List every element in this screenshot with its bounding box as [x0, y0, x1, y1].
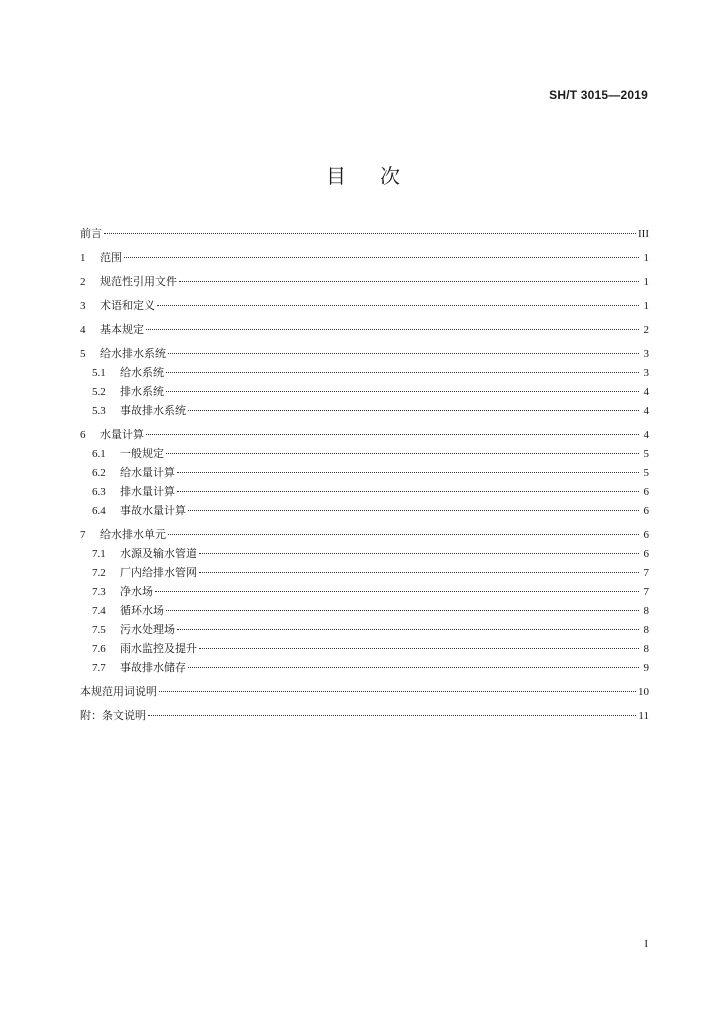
toc-entry-page: 3 — [643, 367, 649, 379]
toc-entry[interactable] — [80, 684, 649, 700]
toc-entry-number: 7.7 — [92, 662, 106, 674]
toc-entry-label: 厂内给排水管网 — [120, 566, 197, 579]
dot-leader — [177, 491, 639, 492]
toc-entry[interactable] — [80, 465, 649, 481]
dot-leader — [199, 648, 639, 649]
toc-entry[interactable] — [80, 603, 649, 619]
toc-entry-label: 术语和定义 — [100, 299, 155, 312]
toc-entry-label: 净水场 — [120, 585, 153, 598]
toc-entry-label: 本规范用词说明 — [80, 685, 157, 698]
dot-leader — [179, 281, 639, 282]
toc-entry-number: 6 — [80, 429, 86, 441]
toc-entry-label: 给水量计算 — [120, 466, 175, 479]
toc-entry-label: 排水量计算 — [120, 485, 175, 498]
toc-entry-number: 6.1 — [92, 448, 106, 460]
toc-entry-page: 1 — [643, 300, 649, 312]
toc-entry-label: 排水系统 — [120, 385, 164, 398]
dot-leader — [104, 233, 636, 234]
dot-leader — [146, 329, 639, 330]
toc-entry[interactable] — [80, 427, 649, 443]
toc-entry-page: 11 — [638, 710, 649, 722]
toc-entry-label: 给水排水系统 — [100, 347, 166, 360]
toc-entry[interactable] — [80, 503, 649, 519]
toc-entry-number: 5 — [80, 348, 86, 360]
toc-entry[interactable] — [80, 403, 649, 419]
toc-entry-page: 8 — [643, 624, 649, 636]
dot-leader — [159, 691, 636, 692]
dot-leader — [157, 305, 639, 306]
dot-leader — [188, 667, 639, 668]
standard-code: SH/T 3015—2019 — [549, 88, 648, 102]
toc-entry-number: 3 — [80, 300, 86, 312]
toc-entry-page: 5 — [643, 467, 649, 479]
toc-entry-page: 6 — [643, 529, 649, 541]
toc-entry-label: 事故排水系统 — [120, 404, 186, 417]
toc-entry-number: 2 — [80, 276, 86, 288]
toc-entry-page: 8 — [643, 643, 649, 655]
toc-entry-number: 5.3 — [92, 405, 106, 417]
toc-entry[interactable] — [80, 274, 649, 290]
toc-entry-page: 6 — [643, 548, 649, 560]
toc-entry-label: 雨水监控及提升 — [120, 642, 197, 655]
toc-entry-label: 给水系统 — [120, 366, 164, 379]
toc-entry[interactable] — [80, 527, 649, 543]
toc-entry[interactable] — [80, 622, 649, 638]
toc-entry[interactable] — [80, 346, 649, 362]
toc-entry-number: 6.3 — [92, 486, 106, 498]
toc-entry-number: 5.2 — [92, 386, 106, 398]
toc-entry-number: 6.4 — [92, 505, 106, 517]
toc-entry[interactable] — [80, 226, 649, 242]
toc-entry[interactable] — [80, 641, 649, 657]
dot-leader — [148, 715, 636, 716]
dot-leader — [155, 591, 639, 592]
dot-leader — [166, 610, 639, 611]
toc-entry-page: 8 — [643, 605, 649, 617]
toc-entry-label: 水源及输水管道 — [120, 547, 197, 560]
toc-entry-label: 事故排水储存 — [120, 661, 186, 674]
toc-entry-label: 污水处理场 — [120, 623, 175, 636]
toc-entry-number: 5.1 — [92, 367, 106, 379]
toc-entry-number: 1 — [80, 252, 86, 264]
toc-entry-page: 2 — [643, 324, 649, 336]
dot-leader — [177, 629, 639, 630]
toc-entry-number: 7.1 — [92, 548, 106, 560]
toc-entry-label: 一般规定 — [120, 447, 164, 460]
toc-entry-label: 水量计算 — [100, 428, 144, 441]
toc-entry-page: III — [638, 228, 649, 240]
toc-entry-number: 7.6 — [92, 643, 106, 655]
toc-entry-page: 9 — [643, 662, 649, 674]
toc-entry-page: 7 — [643, 586, 649, 598]
toc-entry[interactable] — [80, 298, 649, 314]
table-of-contents — [80, 226, 649, 724]
dot-leader — [168, 534, 639, 535]
toc-entry[interactable] — [80, 365, 649, 381]
toc-entry-page: 5 — [643, 448, 649, 460]
dot-leader — [177, 472, 639, 473]
dot-leader — [188, 510, 639, 511]
toc-entry[interactable] — [80, 384, 649, 400]
dot-leader — [166, 372, 639, 373]
toc-entry-number: 7.3 — [92, 586, 106, 598]
toc-entry[interactable] — [80, 322, 649, 338]
dot-leader — [166, 391, 639, 392]
toc-entry[interactable] — [80, 446, 649, 462]
toc-entry-number: 7 — [80, 529, 86, 541]
toc-entry-label: 范围 — [100, 251, 122, 264]
toc-entry[interactable] — [80, 565, 649, 581]
toc-entry-page: 1 — [643, 252, 649, 264]
toc-entry-label: 给水排水单元 — [100, 528, 166, 541]
toc-entry-number: 6.2 — [92, 467, 106, 479]
dot-leader — [168, 353, 639, 354]
toc-entry-page: 1 — [643, 276, 649, 288]
toc-entry-page: 6 — [643, 505, 649, 517]
footer-page-number: I — [644, 938, 648, 950]
dot-leader — [166, 453, 639, 454]
toc-entry[interactable] — [80, 660, 649, 676]
toc-entry-label: 规范性引用文件 — [100, 275, 177, 288]
toc-entry-page: 3 — [643, 348, 649, 360]
toc-entry[interactable] — [80, 546, 649, 562]
toc-entry-page: 10 — [638, 686, 649, 698]
toc-entry-page: 4 — [643, 429, 649, 441]
toc-entry[interactable] — [80, 584, 649, 600]
toc-entry[interactable] — [80, 484, 649, 500]
toc-entry-number: 7.5 — [92, 624, 106, 636]
toc-entry-number: 4 — [80, 324, 86, 336]
toc-entry-number: 7.2 — [92, 567, 106, 579]
toc-entry-label: 基本规定 — [100, 323, 144, 336]
toc-entry-label: 附：条文说明 — [80, 709, 146, 722]
toc-entry-label: 事故水量计算 — [120, 504, 186, 517]
toc-entry[interactable] — [80, 250, 649, 266]
toc-entry[interactable] — [80, 708, 649, 724]
dot-leader — [188, 410, 639, 411]
toc-entry-page: 7 — [643, 567, 649, 579]
toc-entry-page: 4 — [643, 386, 649, 398]
page-title: 目次 — [326, 164, 434, 188]
toc-entry-label: 前言 — [80, 227, 102, 240]
toc-entry-number: 7.4 — [92, 605, 106, 617]
dot-leader — [146, 434, 639, 435]
toc-entry-page: 4 — [643, 405, 649, 417]
dot-leader — [199, 572, 639, 573]
dot-leader — [124, 257, 639, 258]
toc-entry-label: 循环水场 — [120, 604, 164, 617]
toc-entry-page: 6 — [643, 486, 649, 498]
dot-leader — [199, 553, 639, 554]
